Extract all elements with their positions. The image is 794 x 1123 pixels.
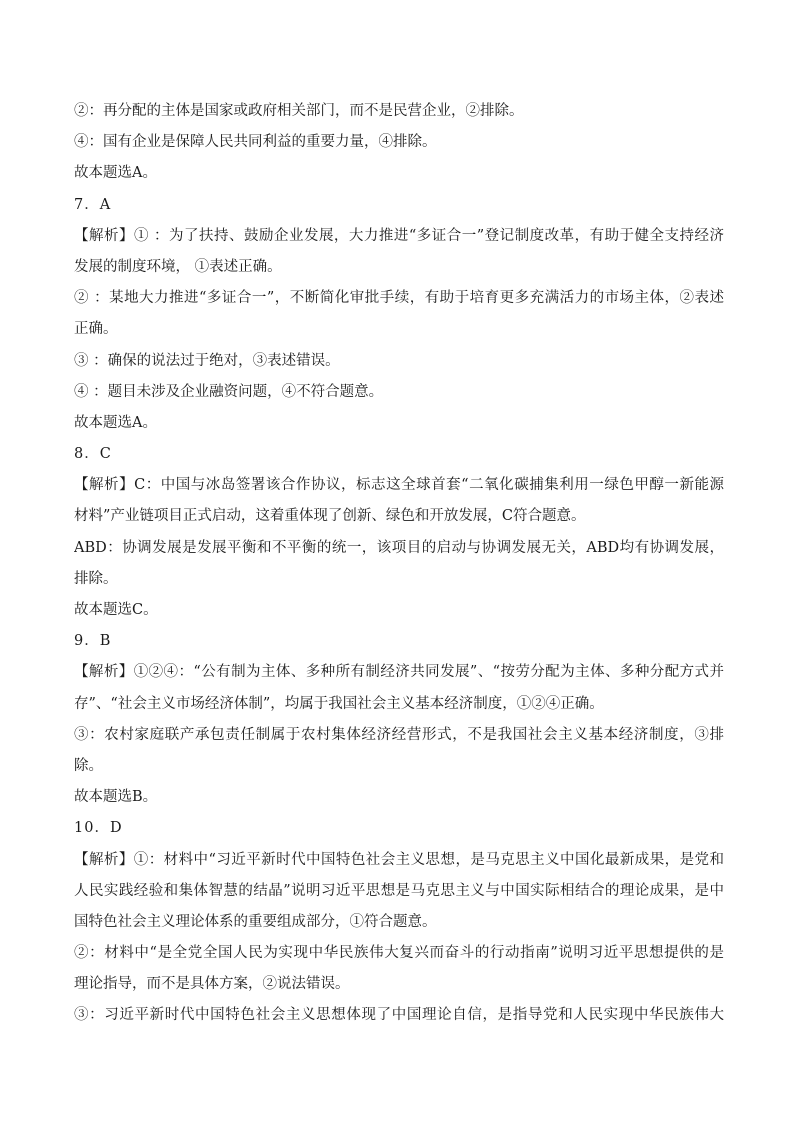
text-line: 理论指导，而不是具体方案，②说法错误。	[74, 976, 350, 993]
text-line: 发展的制度环境， ①表述正确。	[74, 258, 282, 275]
text-line: 【解析】①②④：“公有制为主体、多种所有制经济共同发展”、“按劳分配为主体、多种分配方式并	[74, 664, 724, 681]
answer-heading-8: 8．C	[74, 446, 112, 463]
text-line: 除。	[74, 757, 103, 774]
text-line: 故本题选A。	[74, 165, 157, 182]
text-line: 故本题选B。	[74, 789, 158, 806]
text-line: ② ：某地大力推进“多证合一”，不断简化审批手续，有助于培育更多充满活力的市场主体，②表述	[74, 290, 724, 307]
text-line: 材料”产业链项目正式启动，这着重体现了创新、绿色和开放发展，C符合题意。	[74, 508, 586, 525]
text-line: ②：再分配的主体是国家或政府相关部门，而不是民营企业，②排除。	[74, 103, 524, 119]
text-line: ③：习近平新时代中国特色社会主义思想体现了中国理论自信，是指导党和人民实现中华民族伟大	[74, 1007, 724, 1024]
text-line: ④ ：题目未涉及企业融资问题，④不符合题意。	[74, 383, 384, 400]
text-line: 正确。	[74, 321, 118, 338]
text-line: 【解析】① ：为了扶持、鼓励企业发展，大力推进“多证合一”登记制度改革，有助于健全支持经济	[74, 227, 724, 244]
text-line: ③：农村家庭联产承包责任制属于农村集体经济经营形式，不是我国社会主义基本经济制度，③排	[74, 726, 724, 743]
answer-heading-7: 7．A	[74, 196, 112, 213]
text-line: 【解析】①：材料中“习近平新时代中国特色社会主义思想，是马克思主义中国化最新成果，是党和	[74, 851, 724, 868]
answer-heading-9: 9．B	[74, 633, 112, 650]
text-line: ④：国有企业是保障人民共同利益的重要力量，④排除。	[74, 134, 437, 151]
text-line: 国特色社会主义理论体系的重要组成部分，①符合题意。	[74, 913, 437, 930]
document-page	[74, 96, 724, 1032]
text-line: 人民实践经验和集体智慧的结晶”说明习近平思想是马克思主义与中国实际相结合的理论成果，是中	[74, 882, 724, 899]
text-line: 存”、“社会主义市场经济体制”，均属于我国社会主义基本经济制度，①②④正确。	[74, 695, 604, 712]
text-line: ③ ：确保的说法过于绝对，③表述错误。	[74, 352, 340, 369]
text-line: ②：材料中“是全党全国人民为实现中华民族伟大复兴而奋斗的行动指南”说明习近平思想提供的是	[74, 945, 724, 962]
answer-heading-10: 10．D	[74, 820, 123, 837]
text-line: 故本题选A。	[74, 414, 157, 431]
text-line: 故本题选C。	[74, 602, 158, 618]
text-line: ABD：协调发展是发展平衡和不平衡的统一，该项目的启动与协调发展无关，ABD均有协调发展，	[74, 539, 724, 556]
text-line: 【解析】C：中国与冰岛签署该合作协议，标志这全球首套“二氧化碳捕集利用一绿色甲醇一新能源	[74, 477, 724, 494]
text-line: 排除。	[74, 570, 118, 587]
